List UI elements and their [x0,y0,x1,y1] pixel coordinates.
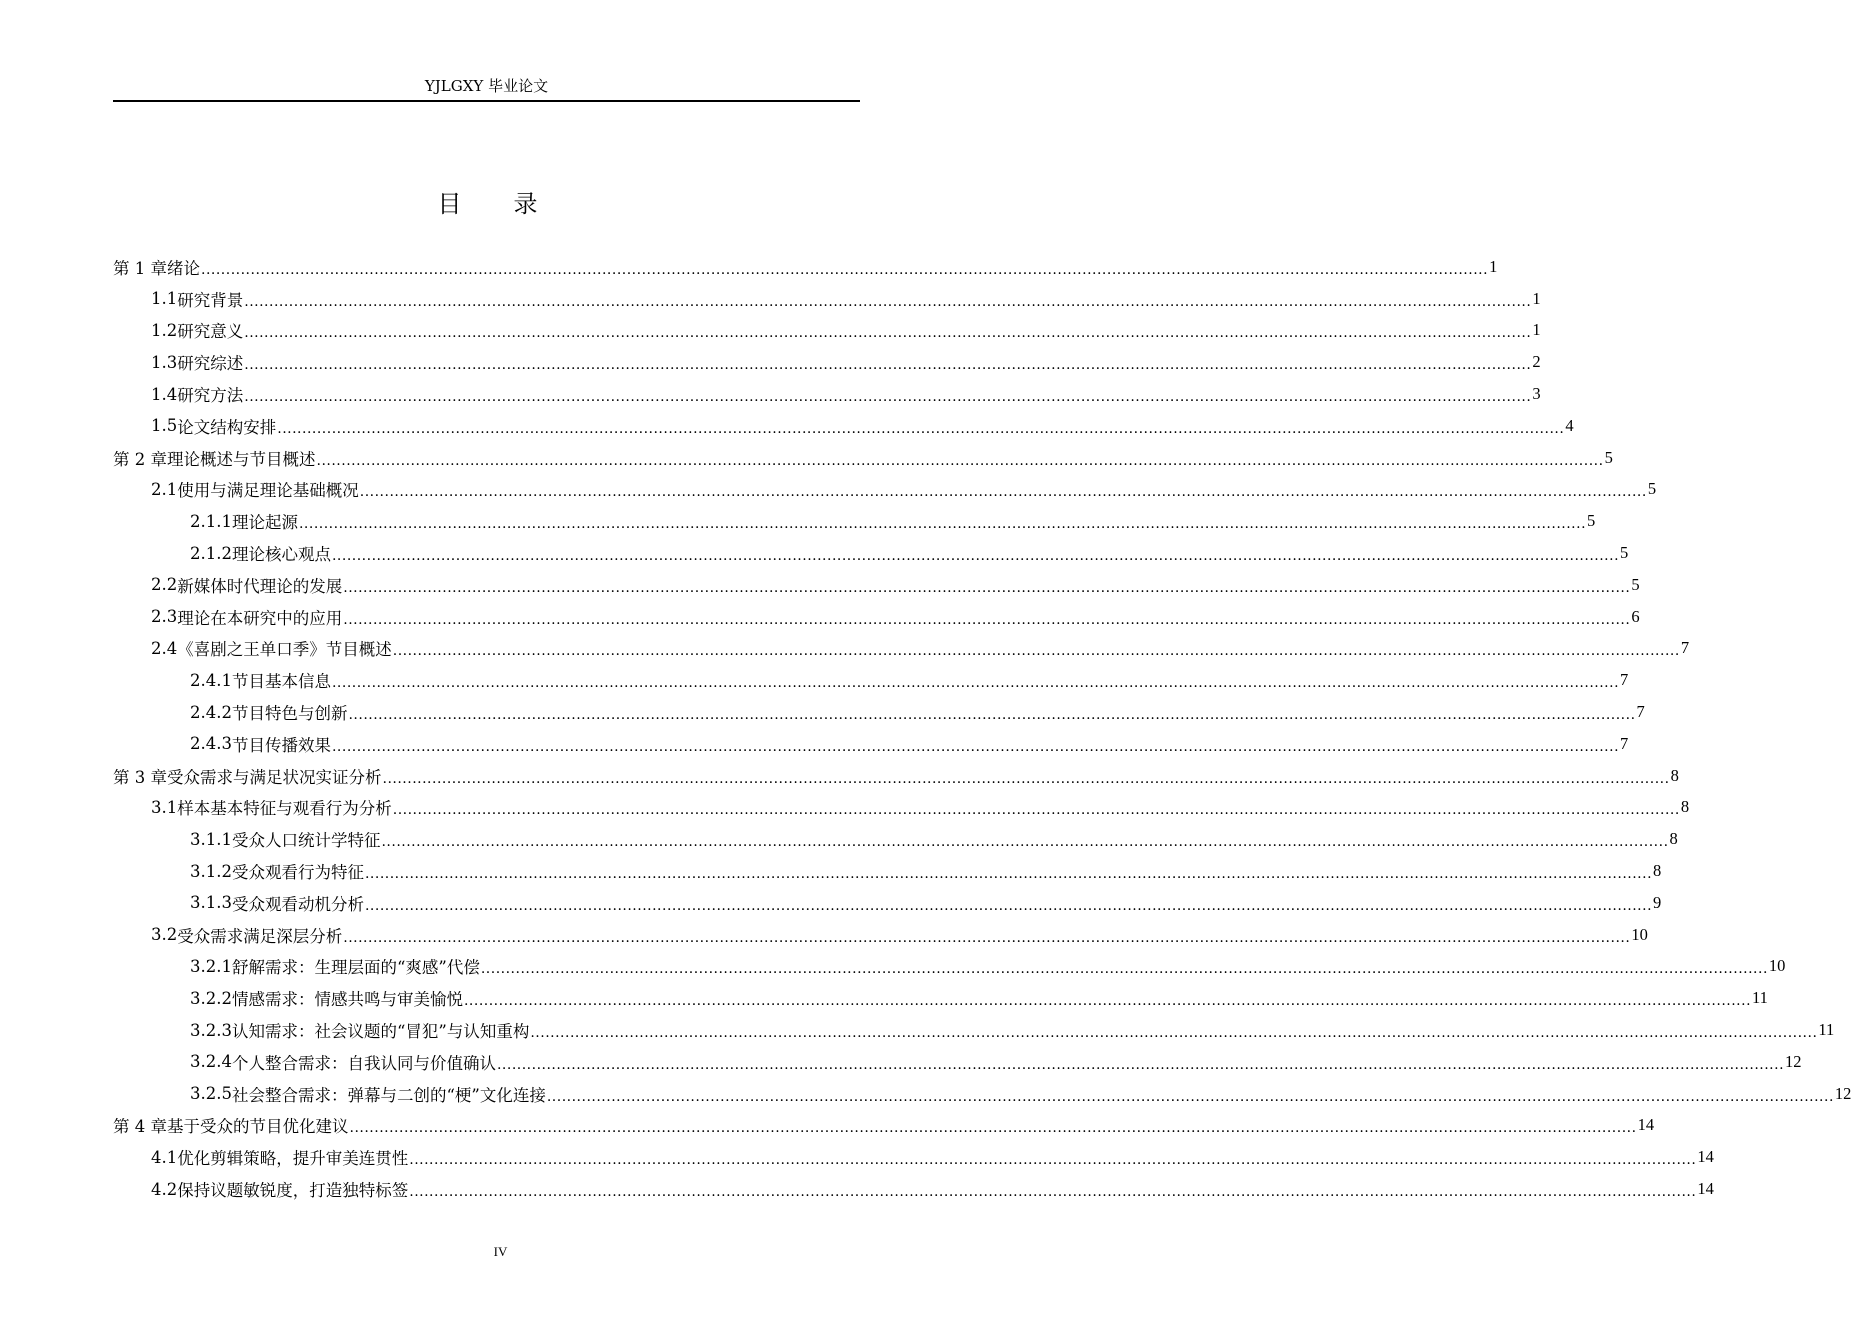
toc-entry-label: 理论概述与节目概述 [167,449,316,469]
toc-entry-page: 7 [1620,733,1629,753]
toc-entry-page: 11 [1818,1020,1835,1040]
toc-entry-label: 理论在本研究中的应用 [177,608,343,628]
toc-entry-label: 保持议题敏锐度，打造独特标签 [177,1181,409,1200]
toc-leader-dots: .................................................................................................................................................................................................................................................................... [201,261,1489,278]
toc-leader-dots: .................................................................................................................................................................................................................................................................... [409,1183,1697,1200]
toc-entry-page: 8 [1670,765,1679,785]
toc-entry-label: 社会整合需求：弹幕与二创的“梗”文化连接 [231,1085,546,1105]
toc-entry-page: 5 [1604,447,1613,467]
toc-entry[interactable] [113,823,1678,855]
toc-entry-number: 3.1.2 [190,861,232,881]
toc-entry-page: 2 [1532,352,1541,372]
toc-entry-page: 8 [1653,861,1662,881]
toc-entry-number: 2.3 [151,607,178,627]
toc-leader-dots: .................................................................................................................................................................................................................................................................... [349,1120,1637,1137]
toc-leader-dots: .................................................................................................................................................................................................................................................................... [331,738,1620,755]
toc-entry-page: 3 [1532,384,1541,404]
toc-leader-dots: .................................................................................................................................................................................................................................................................... [392,643,1680,660]
toc-entry[interactable] [113,1141,1714,1173]
toc-entry[interactable] [113,1110,1655,1142]
toc-leader-dots: .................................................................................................................................................................................................................................................................... [331,675,1620,692]
toc-leader-dots: .................................................................................................................................................................................................................................................................... [244,388,1532,405]
toc-entry-number: 2.1.1 [190,511,232,531]
table-of-contents [113,251,1851,1205]
toc-entry-label: 研究综述 [177,354,244,374]
toc-entry[interactable] [113,1014,1835,1046]
toc-leader-dots: .................................................................................................................................................................................................................................................................... [364,865,1653,882]
toc-entry-label: 理论核心观点 [231,545,331,565]
toc-entry[interactable] [113,505,1596,537]
toc-entry-label: 研究意义 [177,322,244,342]
toc-entry-label: 样本基本特征与观看行为分析 [177,799,392,819]
toc-leader-dots: .................................................................................................................................................................................................................................................................... [331,547,1620,564]
toc-entry-label: 优化剪辑策略，提升审美连贯性 [177,1149,409,1169]
toc-leader-dots: .................................................................................................................................................................................................................................................................... [298,516,1587,533]
toc-entry-number: 3.2.1 [190,956,232,976]
toc-entry[interactable] [113,378,1541,410]
toc-entry-page: 12 [1834,1083,1851,1103]
toc-entry[interactable] [113,601,1640,633]
toc-entry[interactable] [113,1046,1802,1078]
toc-entry-page: 14 [1697,1179,1714,1198]
toc-entry-label: 受众人口统计学特征 [231,831,381,851]
toc-entry-label: 基于受众的节目优化建议 [167,1117,349,1137]
toc-entry-label: 受众需求与满足状况实证分析 [167,767,382,787]
toc-entry-number: 第 2 章 [113,449,167,469]
toc-entry-number: 2.4.3 [190,734,232,754]
toc-entry-number: 3.2 [151,925,178,945]
toc-entry-number: 2.1.2 [190,543,232,563]
toc-entry-page: 8 [1669,829,1678,849]
toc-entry-label: 节目基本信息 [231,672,331,692]
toc-leader-dots: .................................................................................................................................................................................................................................................................... [392,802,1680,819]
toc-entry-number: 2.1 [151,479,178,499]
toc-entry[interactable] [113,569,1640,601]
toc-entry[interactable] [113,887,1662,919]
toc-entry-label: 绪论 [167,258,200,278]
toc-entry[interactable] [113,664,1629,696]
toc-title [0,188,975,220]
toc-entry-page: 8 [1680,797,1690,817]
toc-entry-label: 使用与满足理论基础概况 [177,481,359,501]
toc-leader-dots: .................................................................................................................................................................................................................................................................... [277,420,1565,437]
toc-leader-dots: .................................................................................................................................................................................................................................................................... [530,1024,1818,1041]
toc-entry-label: 受众观看动机分析 [231,894,364,914]
toc-entry[interactable] [113,537,1629,569]
toc-entry[interactable] [113,728,1629,760]
toc-entry[interactable] [113,410,1574,442]
toc-entry-number: 2.4.2 [190,702,232,722]
toc-leader-dots: .................................................................................................................................................................................................................................................................... [381,834,1669,851]
toc-title-char2: 录 [513,190,538,218]
toc-entry-number: 第 1 章 [113,258,167,278]
toc-entry-label: 论文结构安排 [177,417,277,437]
toc-leader-dots: .................................................................................................................................................................................................................................................................... [496,1056,1785,1073]
toc-leader-dots: .................................................................................................................................................................................................................................................................... [348,706,1636,723]
toc-leader-dots: .................................................................................................................................................................................................................................................................... [316,452,1604,469]
toc-entry[interactable] [113,346,1541,378]
toc-entry-page: 1 [1489,256,1498,276]
running-header: YJLGXY 毕业论文 [424,77,549,95]
toc-entry[interactable] [113,315,1541,347]
page-number: IV [493,1244,508,1259]
toc-leader-dots: .................................................................................................................................................................................................................................................................... [244,325,1532,342]
toc-entry-number: 4.1 [151,1147,178,1167]
toc-entry-label: 《喜剧之王单口季》节目概述 [177,640,392,660]
toc-entry-number: 3.1.3 [190,893,232,913]
toc-entry-label: 研究方法 [177,386,244,406]
toc-entry-label: 受众观看行为特征 [231,863,364,883]
toc-leader-dots: .................................................................................................................................................................................................................................................................... [343,611,1631,628]
toc-entry-label: 新媒体时代理论的发展 [177,576,343,596]
toc-entry-number: 3.1 [151,797,178,817]
toc-entry-number: 3.2.3 [190,1020,232,1040]
toc-entry-number: 3.2.5 [190,1084,232,1104]
toc-entry-page: 5 [1631,574,1640,594]
toc-entry-page: 1 [1532,320,1541,340]
toc-entry[interactable] [113,760,1679,792]
toc-entry[interactable] [113,792,1690,824]
toc-entry-number: 1.3 [151,352,178,372]
toc-entry-number: 1.1 [151,289,178,309]
toc-entry-number: 1.5 [151,416,178,436]
toc-entry-number: 1.2 [151,320,178,340]
toc-entry[interactable] [113,442,1613,474]
toc-leader-dots: .................................................................................................................................................................................................................................................................... [343,929,1631,946]
toc-entry-label: 认知需求：社会议题的“冒犯”与认知重构 [231,1022,530,1042]
toc-entry[interactable] [113,633,1690,665]
toc-entry[interactable] [113,1173,1714,1205]
toc-entry-page: 14 [1637,1115,1655,1135]
toc-entry-number: 2.4.1 [190,670,232,690]
toc-leader-dots: .................................................................................................................................................................................................................................................................... [364,897,1653,914]
toc-leader-dots: .................................................................................................................................................................................................................................................................... [546,1088,1834,1105]
toc-entry-label: 节目特色与创新 [231,704,348,724]
toc-leader-dots: .................................................................................................................................................................................................................................................................... [463,993,1752,1010]
toc-entry-label: 受众需求满足深层分析 [177,926,343,946]
toc-title-char1: 目 [437,190,462,218]
toc-entry-page: 11 [1752,988,1768,1008]
header-rule [113,100,860,102]
toc-entry-number: 1.4 [151,384,178,404]
toc-entry[interactable] [113,474,1657,506]
toc-entry-label: 舒解需求：生理层面的“爽感”代偿 [231,958,480,978]
toc-leader-dots: .................................................................................................................................................................................................................................................................... [244,293,1532,310]
toc-entry[interactable] [113,283,1541,315]
toc-entry-label: 个人整合需求：自我认同与价值确认 [231,1053,496,1073]
toc-leader-dots: .................................................................................................................................................................................................................................................................... [343,579,1631,596]
toc-entry-number: 第 4 章 [113,1117,167,1137]
toc-entry-page: 5 [1587,511,1596,531]
toc-entry-label: 节目传播效果 [231,735,331,755]
toc-entry-number: 3.1.1 [190,829,232,849]
toc-entry-number: 4.2 [151,1179,178,1199]
toc-entry-number: 第 3 章 [113,767,167,787]
toc-entry-page: 7 [1680,638,1690,658]
toc-entry-page: 7 [1620,670,1629,690]
toc-entry-page: 5 [1647,479,1657,499]
toc-entry-number: 2.4 [151,638,178,658]
toc-leader-dots: .................................................................................................................................................................................................................................................................... [244,357,1532,374]
toc-entry-label: 情感需求：情感共鸣与审美愉悦 [231,990,463,1010]
toc-entry[interactable] [113,696,1645,728]
toc-entry-page: 10 [1768,956,1786,976]
toc-entry[interactable] [113,919,1648,951]
toc-entry-label: 研究背景 [177,290,244,310]
toc-entry-page: 12 [1785,1051,1802,1071]
toc-entry-page: 1 [1532,288,1541,308]
toc-entry-page: 9 [1653,892,1662,912]
toc-entry-number: 3.2.2 [190,988,232,1008]
toc-entry-label: 理论起源 [231,513,298,533]
toc-leader-dots: .................................................................................................................................................................................................................................................................... [480,961,1768,978]
toc-entry-page: 5 [1620,543,1629,563]
toc-entry[interactable] [113,1078,1851,1110]
toc-entry[interactable] [113,251,1498,283]
toc-entry-page: 14 [1697,1147,1714,1167]
toc-entry-number: 3.2.4 [190,1052,232,1072]
toc-entry[interactable] [113,982,1768,1014]
toc-entry-page: 4 [1565,415,1574,435]
toc-entry-number: 2.2 [151,575,178,595]
toc-leader-dots: .................................................................................................................................................................................................................................................................... [382,770,1670,787]
toc-entry-page: 10 [1631,924,1648,944]
toc-entry-page: 7 [1636,702,1645,722]
toc-leader-dots: .................................................................................................................................................................................................................................................................... [409,1152,1697,1169]
toc-entry-page: 6 [1631,606,1640,626]
toc-entry[interactable] [113,855,1662,887]
toc-entry[interactable] [113,951,1786,983]
toc-leader-dots: .................................................................................................................................................................................................................................................................... [359,484,1647,501]
